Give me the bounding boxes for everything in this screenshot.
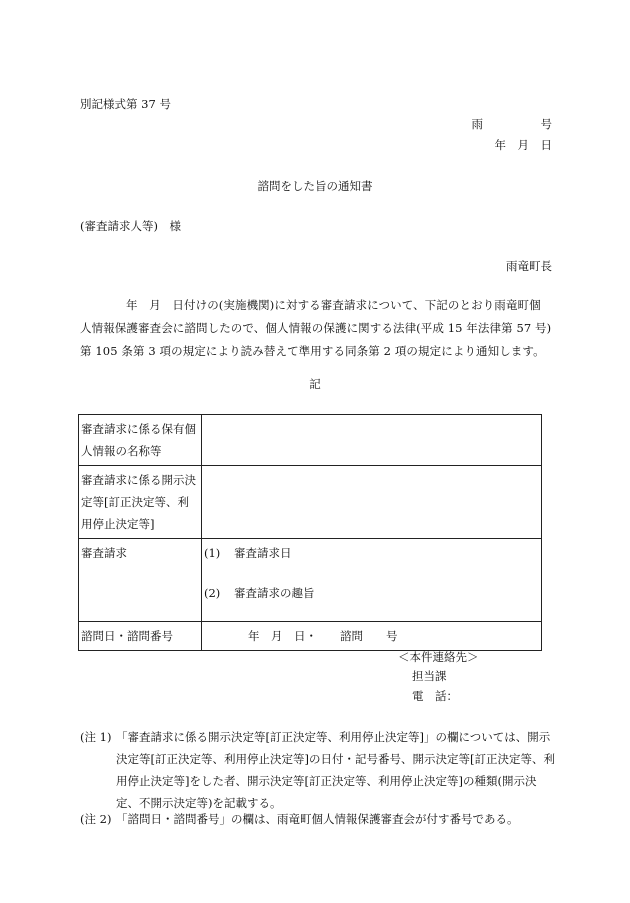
row-value-consultation: 年 月 日・ 諮問 号 [202, 622, 542, 651]
table-row [79, 466, 542, 539]
addressee: (審査請求人等) 様 [80, 219, 181, 233]
note-text: 「審査請求に係る開示決定等[訂正決定等、利用停止決定等]」の欄については、開示決定等[訂正決定等、利用停止決定等]の日付・記号番号、開示決定等[訂正決定等、利用停止決定等]をした者、開示決定等[訂正決定等、利用停止決定等]の種類(開示決定、不開示決定等)を記載する。 [116, 730, 555, 810]
sender: 雨竜町長 [506, 259, 552, 273]
row-label-consultation: 諮問日・諮問番号 [79, 622, 202, 651]
note-2 [80, 808, 556, 830]
row-value-disclosure-decision [202, 466, 542, 539]
contact-heading: ＜本件連絡先＞ [398, 650, 479, 664]
body-text: 年 月 日付けの(実施機関)に対する審査請求について、下記のとおり雨竜町個人情報保護審査会に諮問したので、個人情報の保護に関する法律(平成 15 年法律第 57 号)第 105 条第 3 項の規定により読み替えて準用する同条第 2 項の規定により通知します。 [80, 298, 552, 358]
row-value-info-name [202, 415, 542, 466]
request-item-purpose: (2) 審査請求の趣旨 [204, 586, 315, 600]
row-label-request: 審査請求 [79, 539, 202, 622]
ki-heading: 記 [309, 377, 321, 391]
note-text: 「諮問日・諮問番号」の欄は、雨竜町個人情報保護審査会が付す番号である。 [116, 812, 519, 826]
row-label-disclosure-decision: 審査請求に係る開示決定等[訂正決定等、利用停止決定等] [79, 466, 202, 539]
note-1 [80, 726, 556, 814]
contact-phone: 電 話： [412, 689, 458, 703]
form-number: 別記様式第 37 号 [80, 97, 171, 111]
body-paragraph [80, 294, 552, 363]
table-row [79, 622, 542, 651]
table-row [79, 415, 542, 466]
contact-department: 担当課 [412, 669, 447, 683]
note-tag: (注 2) [80, 812, 112, 826]
request-item-date: (1) 審査請求日 [204, 546, 292, 560]
document-title: 諮問をした旨の通知書 [257, 179, 373, 193]
row-label-info-name: 審査請求に係る保有個人情報の名称等 [79, 415, 202, 466]
document-date: 年 月 日 [494, 138, 552, 152]
document-number: 雨 号 [471, 117, 552, 131]
notice-table [78, 414, 542, 651]
note-tag: (注 1) [80, 730, 112, 744]
table-row [79, 539, 542, 622]
row-value-request [202, 539, 542, 622]
